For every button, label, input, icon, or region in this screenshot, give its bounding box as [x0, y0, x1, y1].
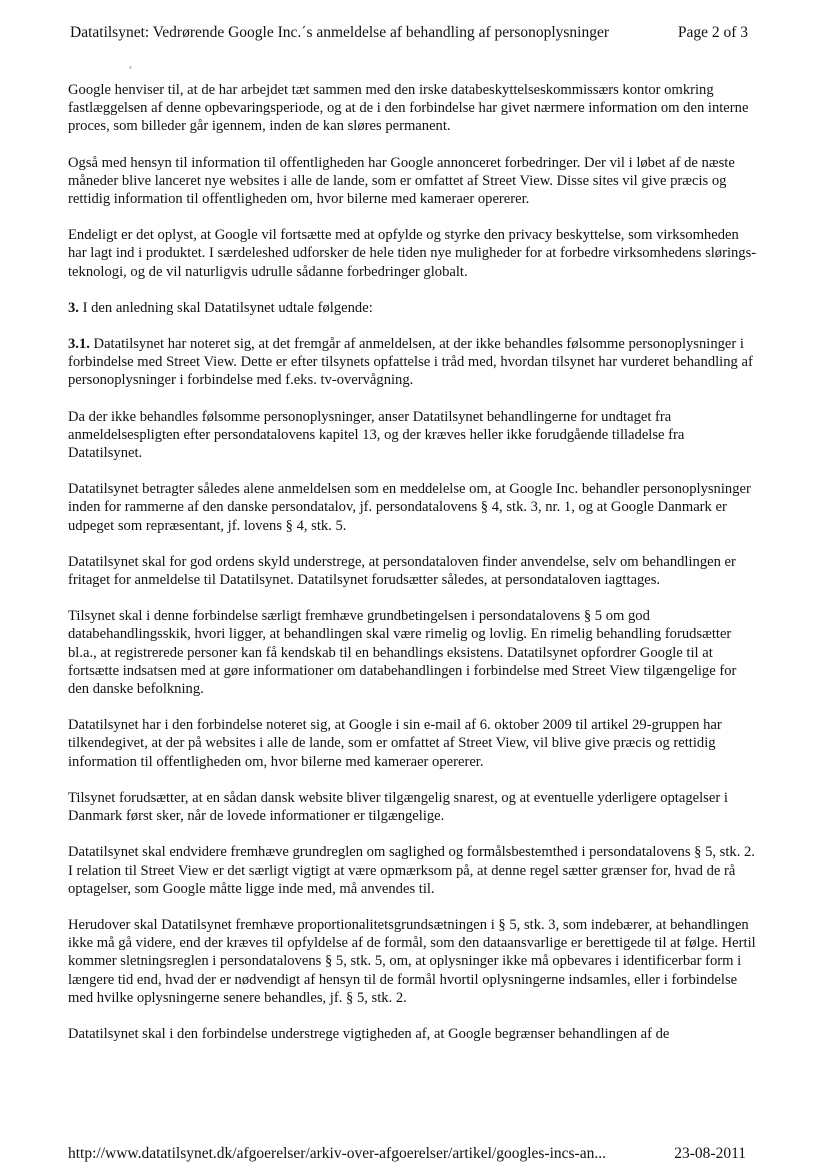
source-url: http://www.datatilsynet.dk/afgoerelser/arkiv-over-afgoerelser/artikel/googles-incs-an...	[68, 1145, 606, 1162]
paragraph-privacy-protection: Endeligt er det oplyst, at Google vil fortsætte med at opfylde og styrke den privacy beskyttelse, som virksomheden har lagt ind i produktet. I særdeleshed udforsker de hele tiden nye muligheder for at forbedre virksomhedens slørings-teknologi, og de vil naturligvis udrulle sådanne forbedringer globalt.	[68, 227, 757, 280]
paragraph-notification-message: Datatilsynet betragter således alene anmeldelsen som en meddelelse om, at Google Inc. behandler personoplysninger inden for rammerne af den danske persondatalov, jf. persondatalovens § 4, stk. 3, nr. 1, og at Google Danmark er udpeget som repræsentant, jf. lovens § 4, stk. 5.	[68, 481, 751, 534]
paragraph-good-practice: Tilsynet skal i denne forbindelse særligt fremhæve grundbetingelsen i persondatalovens § 5 om god databehandlingsskik, hvori ligger, at behandlingen skal være rimelig og lovlig. En rimelig behandling forudsætter bl.a., at registrerede personer kan få kendskab til en behandlings eksistens. Datatilsynet opfordrer Google til at fortsætte indsatsen med at gøre informationer om databehandlingen i forbindelse med Street View tilgængelige for den danske befolkning.	[68, 608, 737, 698]
paragraph-law-applies: Datatilsynet skal for god ordens skyld understrege, at persondataloven finder anvendelse, selv om behandlingen er fritaget for anmeldelse til Datatilsynet. Datatilsynet forudsætter således, at persondataloven iagttages.	[68, 553, 736, 589]
section-3-heading	[68, 299, 758, 317]
page-title: Datatilsynet: Vedrørende Google Inc.´s anmeldelse af behandling af personoplysninger	[70, 24, 610, 41]
section-3-number: 3.	[68, 299, 79, 316]
section-3-1-text: Datatilsynet har noteret sig, at det fremgår af anmeldelsen, at der ikke behandles følsomme personoplysninger i forbindelse med Street View. Dette er efter tilsynets opfattelse i tråd med, hvordan tilsynet har vurderet behandling af personoplysninger i forbindelse med f.eks. tv-overvågning.	[68, 336, 753, 389]
paragraph-limit-processing: Datatilsynet skal i den forbindelse understrege vigtigheden af, at Google begrænser behandlingen af de	[68, 1025, 670, 1042]
scan-speck	[129, 66, 132, 69]
section-3-1-paragraph	[68, 335, 758, 390]
paragraph-notification-exemption: Da der ikke behandles følsomme personoplysninger, anser Datatilsynet behandlingerne for undtaget fra anmeldelsespligten efter persondatalovens kapitel 13, og der kræves heller ikke forudgående tilladelse fra Datatilsynet.	[68, 408, 685, 462]
section-3-1-number: 3.1.	[68, 336, 90, 353]
paragraph-danish-website: Tilsynet forudsætter, at en sådan dansk website bliver tilgængelig snarest, og at eventuelle yderligere optagelser i Danmark først sker, når de lovede informationer er tilgængelige.	[68, 789, 728, 825]
print-date: 23-08-2011	[674, 1145, 746, 1162]
page-number: Page 2 of 3	[677, 24, 748, 41]
paragraph-purpose-limitation: Datatilsynet skal endvidere fremhæve grundreglen om saglighed og formålsbestemthed i persondatalovens § 5, stk. 2. I relation til Street View er det særligt vigtigt at være opmærksom på, at denne regel sætter grænser for, hvad de rå optagelser, som Google måtte ligge inde med, må anvendes til.	[68, 844, 755, 897]
paragraph-public-information: Også med hensyn til information til offentligheden har Google annonceret forbedringer. Der vil i løbet af de næste måneder blive lanceret nye websites i alle de lande, som er omfattet af Street View. Disse sites vil give præcis og rettidig information til offentligheden om, hvor bilerne med kameraer opererer.	[68, 154, 735, 208]
paragraph-email-noted: Datatilsynet har i den forbindelse noteret sig, at Google i sin e-mail af 6. oktober 2009 til artikel 29-gruppen har tilkendegivet, at der på websites i alle de lande, som er omfattet af Street View, vil blive give præcis og rettidig information til offentligheden om, hvor bilerne med kameraer opererer.	[68, 717, 722, 770]
document-body	[68, 81, 758, 1061]
section-3-text: I den anledning skal Datatilsynet udtale følgende:	[78, 299, 373, 316]
paragraph-retention: Google henviser til, at de har arbejdet tæt sammen med den irske databeskyttelseskommissærs kontor omkring fastlæggelsen af denne opbevaringsperiode, og at de i den forbindelse har givet nærmere information om den interne proces, som billeder går igennem, inden de kan sløres permanent.	[68, 82, 749, 135]
paragraph-proportionality: Herudover skal Datatilsynet fremhæve proportionalitetsgrundsætningen i § 5, stk. 3, som indebærer, at behandlingen ikke må gå videre, end der kræves til opfyldelse af de formål, som den dataansvarlige er berettigede til at følge. Hertil kommer sletningsreglen i persondatalovens § 5, stk. 5, om, at oplysninger ikke må opbevares i identificerbar form i længere tid end, hvad der er nødvendigt af hensyn til de formål hvortil oplysningerne indsamles, eller i forbindelse med hvilke oplysningerne senere behandles, jf. § 5, stk. 2.	[68, 916, 756, 1006]
